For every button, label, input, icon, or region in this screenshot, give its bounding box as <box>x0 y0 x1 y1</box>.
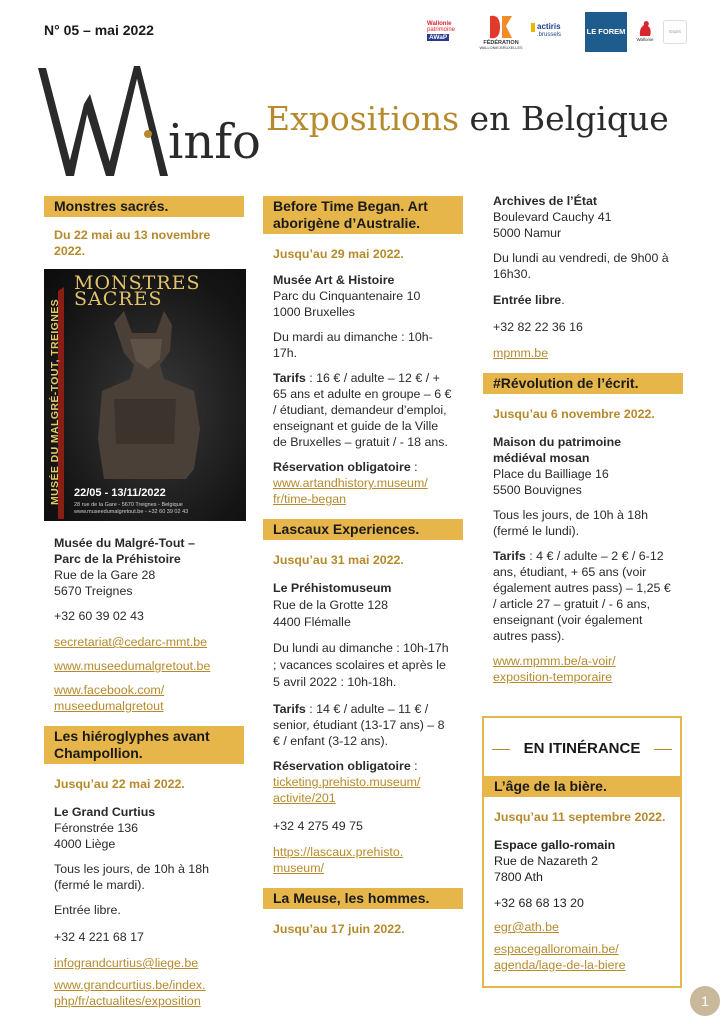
address-line2: 7800 Ath <box>494 870 543 884</box>
venue-name: Archives de l’État <box>493 194 597 208</box>
address-line2: 5670 Treignes <box>54 584 133 598</box>
reservation-link-line1[interactable]: www.artandhistory.museum/ <box>273 476 428 490</box>
poster-footer <box>74 502 188 515</box>
venue-name: Musée Art & Histoire <box>273 273 395 287</box>
pricing-text: : 16 € / adulte – 12 € / + 65 ans et adulte en groupe – 6 € / étudiant, demandeur d’emploi, enseignant et guide de la Ville de Bruxelles – gratuit / - 18 ans. <box>273 371 452 449</box>
column-2 <box>263 196 463 947</box>
section-title-hieroglyphes: Les hiéroglyphes avant Champollion. <box>44 726 244 764</box>
reservation-colon: : <box>410 460 418 474</box>
wallonie-logo <box>633 14 657 48</box>
itinerance-box <box>482 716 682 988</box>
poster-dates: 22/05 - 13/11/2022 <box>74 487 166 499</box>
reservation <box>273 758 453 806</box>
exhibition-date: Jusqu’au 11 septembre 2022. <box>494 810 666 824</box>
entry-info <box>493 292 673 308</box>
address-line1: Rue de la Grotte 128 <box>273 598 389 612</box>
address-line1: Féronstrée 136 <box>54 821 139 835</box>
masthead <box>36 64 261 182</box>
address-line2: 5500 Bouvignes <box>493 483 582 497</box>
website-link-line2[interactable]: museum/ <box>273 861 324 875</box>
column-1 <box>44 196 244 1018</box>
wallonie-logo-text: Wallonie <box>636 36 654 42</box>
exhibition-poster <box>44 269 246 521</box>
entry-info-label: Entrée libre <box>493 293 562 307</box>
section-title-revolution: #Révolution de l’écrit. <box>483 373 683 394</box>
esprit-logo <box>663 20 687 44</box>
address-line1: Boulevard Cauchy 41 <box>493 210 612 224</box>
actiris-logo <box>531 16 577 46</box>
venue-address <box>54 804 234 852</box>
facebook-link-line1[interactable]: www.facebook.com/ <box>54 683 165 697</box>
address-line2: 4000 Liège <box>54 837 116 851</box>
website-link[interactable]: www.museedumalgretout.be <box>54 659 211 673</box>
heading-rule-right <box>654 749 672 750</box>
exhibition-date: Jusqu’au 31 mai 2022. <box>273 553 404 567</box>
facebook-link-line2[interactable]: museedumalgretout <box>54 699 164 713</box>
opening-hours: Tous les jours, de 10h à 18h (fermé le mardi). <box>54 862 209 892</box>
address-line1: Rue de Nazareth 2 <box>494 854 599 868</box>
pricing <box>273 370 453 450</box>
address-line2: 4400 Flémalle <box>273 615 351 629</box>
actiris-logo-line2: .brussels <box>537 32 562 39</box>
pricing-label: Tarifs <box>273 702 306 716</box>
poster-footer-line2: www.museedumalgretout.be - +32 60 39 02 43 <box>74 508 189 515</box>
page-title-rest: en Belgique <box>459 99 669 138</box>
reservation-link-line1[interactable]: ticketing.prehisto.museum/ <box>273 775 421 789</box>
website-link-line1[interactable]: espacegalloromain.be/ <box>494 942 619 956</box>
opening-hours: Tous les jours, de 10h à 18h (fermé le lundi). <box>493 508 648 538</box>
federation-logo-line1: FÉDÉRATION <box>483 39 519 46</box>
venue-name-line2: Parc de la Préhistoire <box>54 552 181 566</box>
phone-number: +32 82 22 36 16 <box>493 320 583 334</box>
phone-number: +32 4 275 49 75 <box>273 819 363 833</box>
website-link[interactable] <box>273 844 453 876</box>
reservation-link-line2[interactable]: activite/201 <box>273 791 336 805</box>
entry-info-dot: . <box>561 293 565 307</box>
phone-number: +32 4 221 68 17 <box>54 930 144 944</box>
reservation <box>273 459 453 507</box>
awap-logo <box>427 18 469 44</box>
venue-address <box>54 535 234 599</box>
rooster-icon <box>637 20 653 38</box>
opening-hours: Du lundi au dimanche : 10h-17h ; vacances scolaires et après le 5 avril 2022 : 10h-18h. <box>273 641 449 689</box>
issue-number: N° 05 – mai 2022 <box>44 22 154 38</box>
facebook-link[interactable] <box>54 682 234 714</box>
poster-footer-line1: 28 rue de la Gare - 5670 Treignes - Belgique <box>74 502 183 508</box>
reservation-label: Réservation obligatoire <box>273 460 411 474</box>
reservation-label: Réservation obligatoire <box>273 759 411 773</box>
pricing <box>273 701 453 749</box>
exhibition-date: Jusqu’au 17 juin 2022. <box>273 922 405 936</box>
itinerance-heading: EN ITINÉRANCE <box>523 740 641 757</box>
masthead-wa-logo-icon <box>36 64 176 182</box>
venue-name: Maison du patrimoine médiéval mosan <box>493 435 622 465</box>
address-line1: Rue de la Gare 28 <box>54 568 156 582</box>
opening-hours: Du mardi au dimanche : 10h-17h. <box>273 330 433 360</box>
website-link[interactable] <box>493 653 673 685</box>
phone-number: +32 60 39 02 43 <box>54 609 144 623</box>
section-title-monstres: Monstres sacrés. <box>44 196 244 217</box>
opening-hours: Du lundi au vendredi, de 9h00 à 16h30. <box>493 251 669 281</box>
forem-logo <box>585 12 627 52</box>
address-line2: 1000 Bruxelles <box>273 305 355 319</box>
venue-address <box>273 580 453 631</box>
awap-logo-line3: AWaP <box>429 34 448 42</box>
esprit-logo-text: Esprit <box>669 28 681 34</box>
section-title-biere: L’âge de la bière. <box>484 776 680 797</box>
pricing-text: : 4 € / adulte – 2 € / 6-12 ans, étudiant, + 65 ans (voir également autres pass) – 1,25 € / article 27 – gratuit / - 6 ans, enseignant (voir également autres pass). <box>493 549 671 643</box>
address-line1: Place du Bailliage 16 <box>493 467 609 481</box>
pricing <box>493 548 673 644</box>
section-title-meuse: La Meuse, les hommes. <box>263 888 463 909</box>
venue-name: Le Grand Curtius <box>54 805 156 819</box>
website-link-line1[interactable]: www.mpmm.be/a-voir/ <box>493 654 616 668</box>
exhibition-date: Jusqu’au 22 mai 2022. <box>54 777 185 791</box>
email-link[interactable]: secretariat@cedarc-mmt.be <box>54 635 208 649</box>
exhibition-date: Jusqu’au 6 novembre 2022. <box>493 407 655 421</box>
venue-address <box>494 837 670 885</box>
email-link[interactable]: egr@ath.be <box>494 920 559 934</box>
email-link[interactable]: infograndcurtius@liege.be <box>54 956 199 970</box>
pricing-text: : 14 € / adulte – 11 € / senior, étudiant (13-17 ans) – 8 € / enfant (3-12 ans). <box>273 702 445 748</box>
pricing-label: Tarifs <box>273 371 306 385</box>
page-number: 1 <box>690 986 720 1016</box>
column-3 <box>483 193 683 694</box>
website-link-line1[interactable]: www.grandcurtius.be/index. <box>54 978 206 992</box>
federation-logo-line2: WALLONIE-BRUXELLES <box>479 45 523 50</box>
website-link-line1[interactable]: https://lascaux.prehisto. <box>273 845 404 859</box>
venue-address <box>493 434 673 498</box>
exhibition-date: Du 22 mai au 13 novembre 2022. <box>54 228 211 258</box>
section-title-before-time: Before Time Began. Art aborigène d’Australie. <box>263 196 463 234</box>
venue-name: Le Préhistomuseum <box>273 581 392 595</box>
venue-name: Espace gallo-romain <box>494 838 616 852</box>
poster-side-text: MUSÉE DU MALGRÉ-TOUT, TREIGNES <box>49 298 61 506</box>
website-link[interactable] <box>54 977 234 1009</box>
website-link-line2[interactable]: php/fr/actualites/exposition <box>54 994 201 1008</box>
address-line2: 5000 Namur <box>493 226 562 240</box>
website-link[interactable]: mpmm.be <box>493 346 549 360</box>
website-link-line2[interactable]: agenda/lage-de-la-biere <box>494 958 626 972</box>
venue-name-line1: Musée du Malgré-Tout – <box>54 536 195 550</box>
entry-info: Entrée libre. <box>54 903 121 917</box>
exhibition-date: Jusqu’au 29 mai 2022. <box>273 247 404 261</box>
itinerance-body <box>484 776 680 982</box>
website-link-line2[interactable]: exposition-temporaire <box>493 670 613 684</box>
page-title-gold: Expositions <box>266 99 460 138</box>
masthead-info: info <box>168 114 261 170</box>
awap-logo-line2: patrimoine <box>427 27 456 34</box>
federation-mark-icon <box>486 14 516 40</box>
forem-logo-text: LE FOREM <box>586 26 626 36</box>
website-link[interactable] <box>494 941 670 973</box>
address-line1: Parc du Cinquantenaire 10 <box>273 289 421 303</box>
reservation-link-line2[interactable]: fr/time-began <box>273 492 347 506</box>
partner-logos <box>427 10 687 54</box>
poster-side-text-box <box>46 291 64 513</box>
federation-logo <box>477 10 525 54</box>
awap-logo-line1: Wallonie <box>427 20 452 27</box>
pricing-label: Tarifs <box>493 549 526 563</box>
section-title-lascaux: Lascaux Experiences. <box>263 519 463 540</box>
phone-number: +32 68 68 13 20 <box>494 896 584 910</box>
actiris-logo-line1: actiris <box>531 23 561 32</box>
page-title <box>266 99 669 138</box>
reservation-colon: : <box>410 759 418 773</box>
venue-address <box>493 193 673 241</box>
venue-address <box>273 272 453 320</box>
poster-title: MONSTRES SACRÉS <box>74 272 201 310</box>
